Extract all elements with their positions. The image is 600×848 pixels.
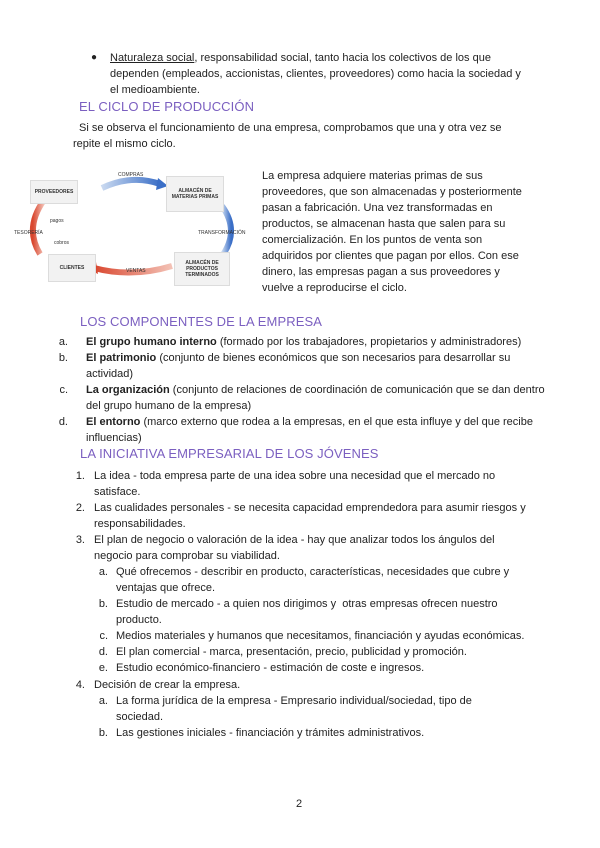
sub-item-cont: ventajas que ofrece.	[116, 582, 216, 594]
naturaleza-social-term: Naturaleza social	[110, 52, 195, 64]
iniciativa-item: Decisión de crear la empresa.	[94, 679, 241, 691]
sub-item: Las gestiones iniciales - financiación y trámites administrativos.	[116, 727, 425, 739]
list-marker: 3.	[75, 534, 85, 546]
iniciativa-heading: LA INICIATIVA EMPRESARIAL DE LOS JÓVENES	[80, 446, 379, 461]
componente-item: El entorno (marco externo que rodea a la empresas, en el que esta influye y del que recibe	[86, 416, 533, 428]
list-marker: 2.	[75, 502, 85, 514]
list-marker: a.	[58, 336, 68, 348]
sub-item-cont: sociedad.	[116, 711, 164, 723]
list-marker: b.	[58, 352, 68, 364]
desc-line: vuelve a reproducirse el ciclo.	[262, 282, 407, 294]
box-clientes: CLIENTES	[48, 254, 96, 282]
sub-item: La forma jurídica de la empresa - Empresario individual/sociedad, tipo de	[116, 695, 472, 707]
iniciativa-item-cont: responsabilidades.	[94, 518, 186, 530]
desc-line: pasan a fabricación. Una vez transformadas en	[262, 202, 493, 214]
componente-item-cont: del grupo humano de la empresa)	[86, 400, 252, 412]
label-cobros: cobros	[54, 240, 70, 246]
intro-bullet-line1: Naturaleza social, responsabilidad social, tanto hacia los colectivos de los que	[110, 52, 491, 64]
list-marker: 4.	[75, 679, 85, 691]
sub-item: Estudio económico-financiero - estimación de coste e ingresos.	[116, 662, 425, 674]
label-pagos: pagos	[50, 218, 64, 224]
production-cycle-diagram	[14, 166, 248, 286]
list-marker: d.	[58, 416, 68, 428]
iniciativa-item-cont: satisface.	[94, 486, 141, 498]
sub-marker: c.	[99, 630, 108, 642]
componente-item-cont: actividad)	[86, 368, 134, 380]
iniciativa-item: Las cualidades personales - se necesita capacidad emprendedora para asumir riesgos y	[94, 502, 526, 514]
label-compras: COMPRAS	[118, 172, 144, 178]
sub-marker: b.	[98, 598, 108, 610]
desc-line: proveedores, que son almacenadas y posteriormente	[262, 186, 522, 198]
desc-line: comercialización. En los puntos de venta son	[262, 234, 483, 246]
iniciativa-item: La idea - toda empresa parte de una idea sobre una necesidad que el mercado no	[94, 470, 496, 482]
sub-marker: d.	[98, 646, 108, 658]
list-marker: 1.	[75, 470, 85, 482]
sub-item: El plan comercial - marca, presentación, precio, publicidad y promoción.	[116, 646, 467, 658]
sub-item: Medios materiales y humanos que necesitamos, financiación y ayudas económicas.	[116, 630, 525, 642]
page-number: 2	[296, 798, 303, 810]
iniciativa-item: El plan de negocio o valoración de la idea - hay que analizar todos los ángulos del	[94, 534, 495, 546]
box-proveedores: PROVEEDORES	[30, 180, 78, 204]
bullet-dot: ●	[91, 52, 98, 63]
label-transformacion: TRANSFORMACIÓN	[198, 230, 246, 236]
sub-marker: a.	[98, 566, 108, 578]
sub-item-cont: producto.	[116, 614, 162, 626]
sub-marker: b.	[98, 727, 108, 739]
box-almacen-materias: ALMACÉN DE MATERIAS PRIMAS	[166, 176, 224, 212]
desc-line: La empresa adquiere materias primas de sus	[262, 170, 483, 182]
intro-bullet-line2: dependen (empleados, accionistas, clientes, proveedores) como hacia la sociedad y	[110, 68, 521, 80]
list-marker: c.	[59, 384, 68, 396]
sub-item: Estudio de mercado - a quien nos dirigimos y otras empresas ofrecen nuestro	[116, 598, 498, 610]
sub-item: Qué ofrecemos - describir en producto, características, necesidades que cubre y	[116, 566, 510, 578]
desc-line: productos, se almacenan hasta que salen para su	[262, 218, 506, 230]
desc-line: adquiridos por clientes que pagan por ellos. Con ese	[262, 250, 519, 262]
componente-item: El grupo humano interno (formado por los trabajadores, propietarios y administradores)	[86, 336, 522, 348]
componente-item: El patrimonio (conjunto de bienes económicos que son necesarios para desarrollar su	[86, 352, 511, 364]
sub-marker: e.	[98, 662, 108, 674]
iniciativa-item-cont: negocio para comprobar su viabilidad.	[94, 550, 280, 562]
ciclo-intro-line1: Si se observa el funcionamiento de una empresa, comprobamos que una y otra vez se	[79, 122, 502, 134]
componente-item: La organización (conjunto de relaciones de coordinación de comunicación que se dan dentro	[86, 384, 545, 396]
componente-item-cont: influencias)	[86, 432, 142, 444]
componentes-heading: LOS COMPONENTES DE LA EMPRESA	[80, 314, 323, 329]
desc-line: dinero, las empresas pagan a sus proveedores y	[262, 266, 500, 278]
label-tesoreria: TESORERÍA	[14, 230, 43, 236]
box-almacen-productos: ALMACÉN DE PRODUCTOS TERMINADOS	[174, 252, 230, 286]
sub-marker: a.	[98, 695, 108, 707]
ciclo-intro-line2: repite el mismo ciclo.	[73, 138, 176, 150]
label-ventas: VENTAS	[126, 268, 146, 274]
ciclo-heading: EL CICLO DE PRODUCCIÓN	[79, 99, 255, 114]
intro-bullet-line3: el medioambiente.	[110, 84, 200, 96]
